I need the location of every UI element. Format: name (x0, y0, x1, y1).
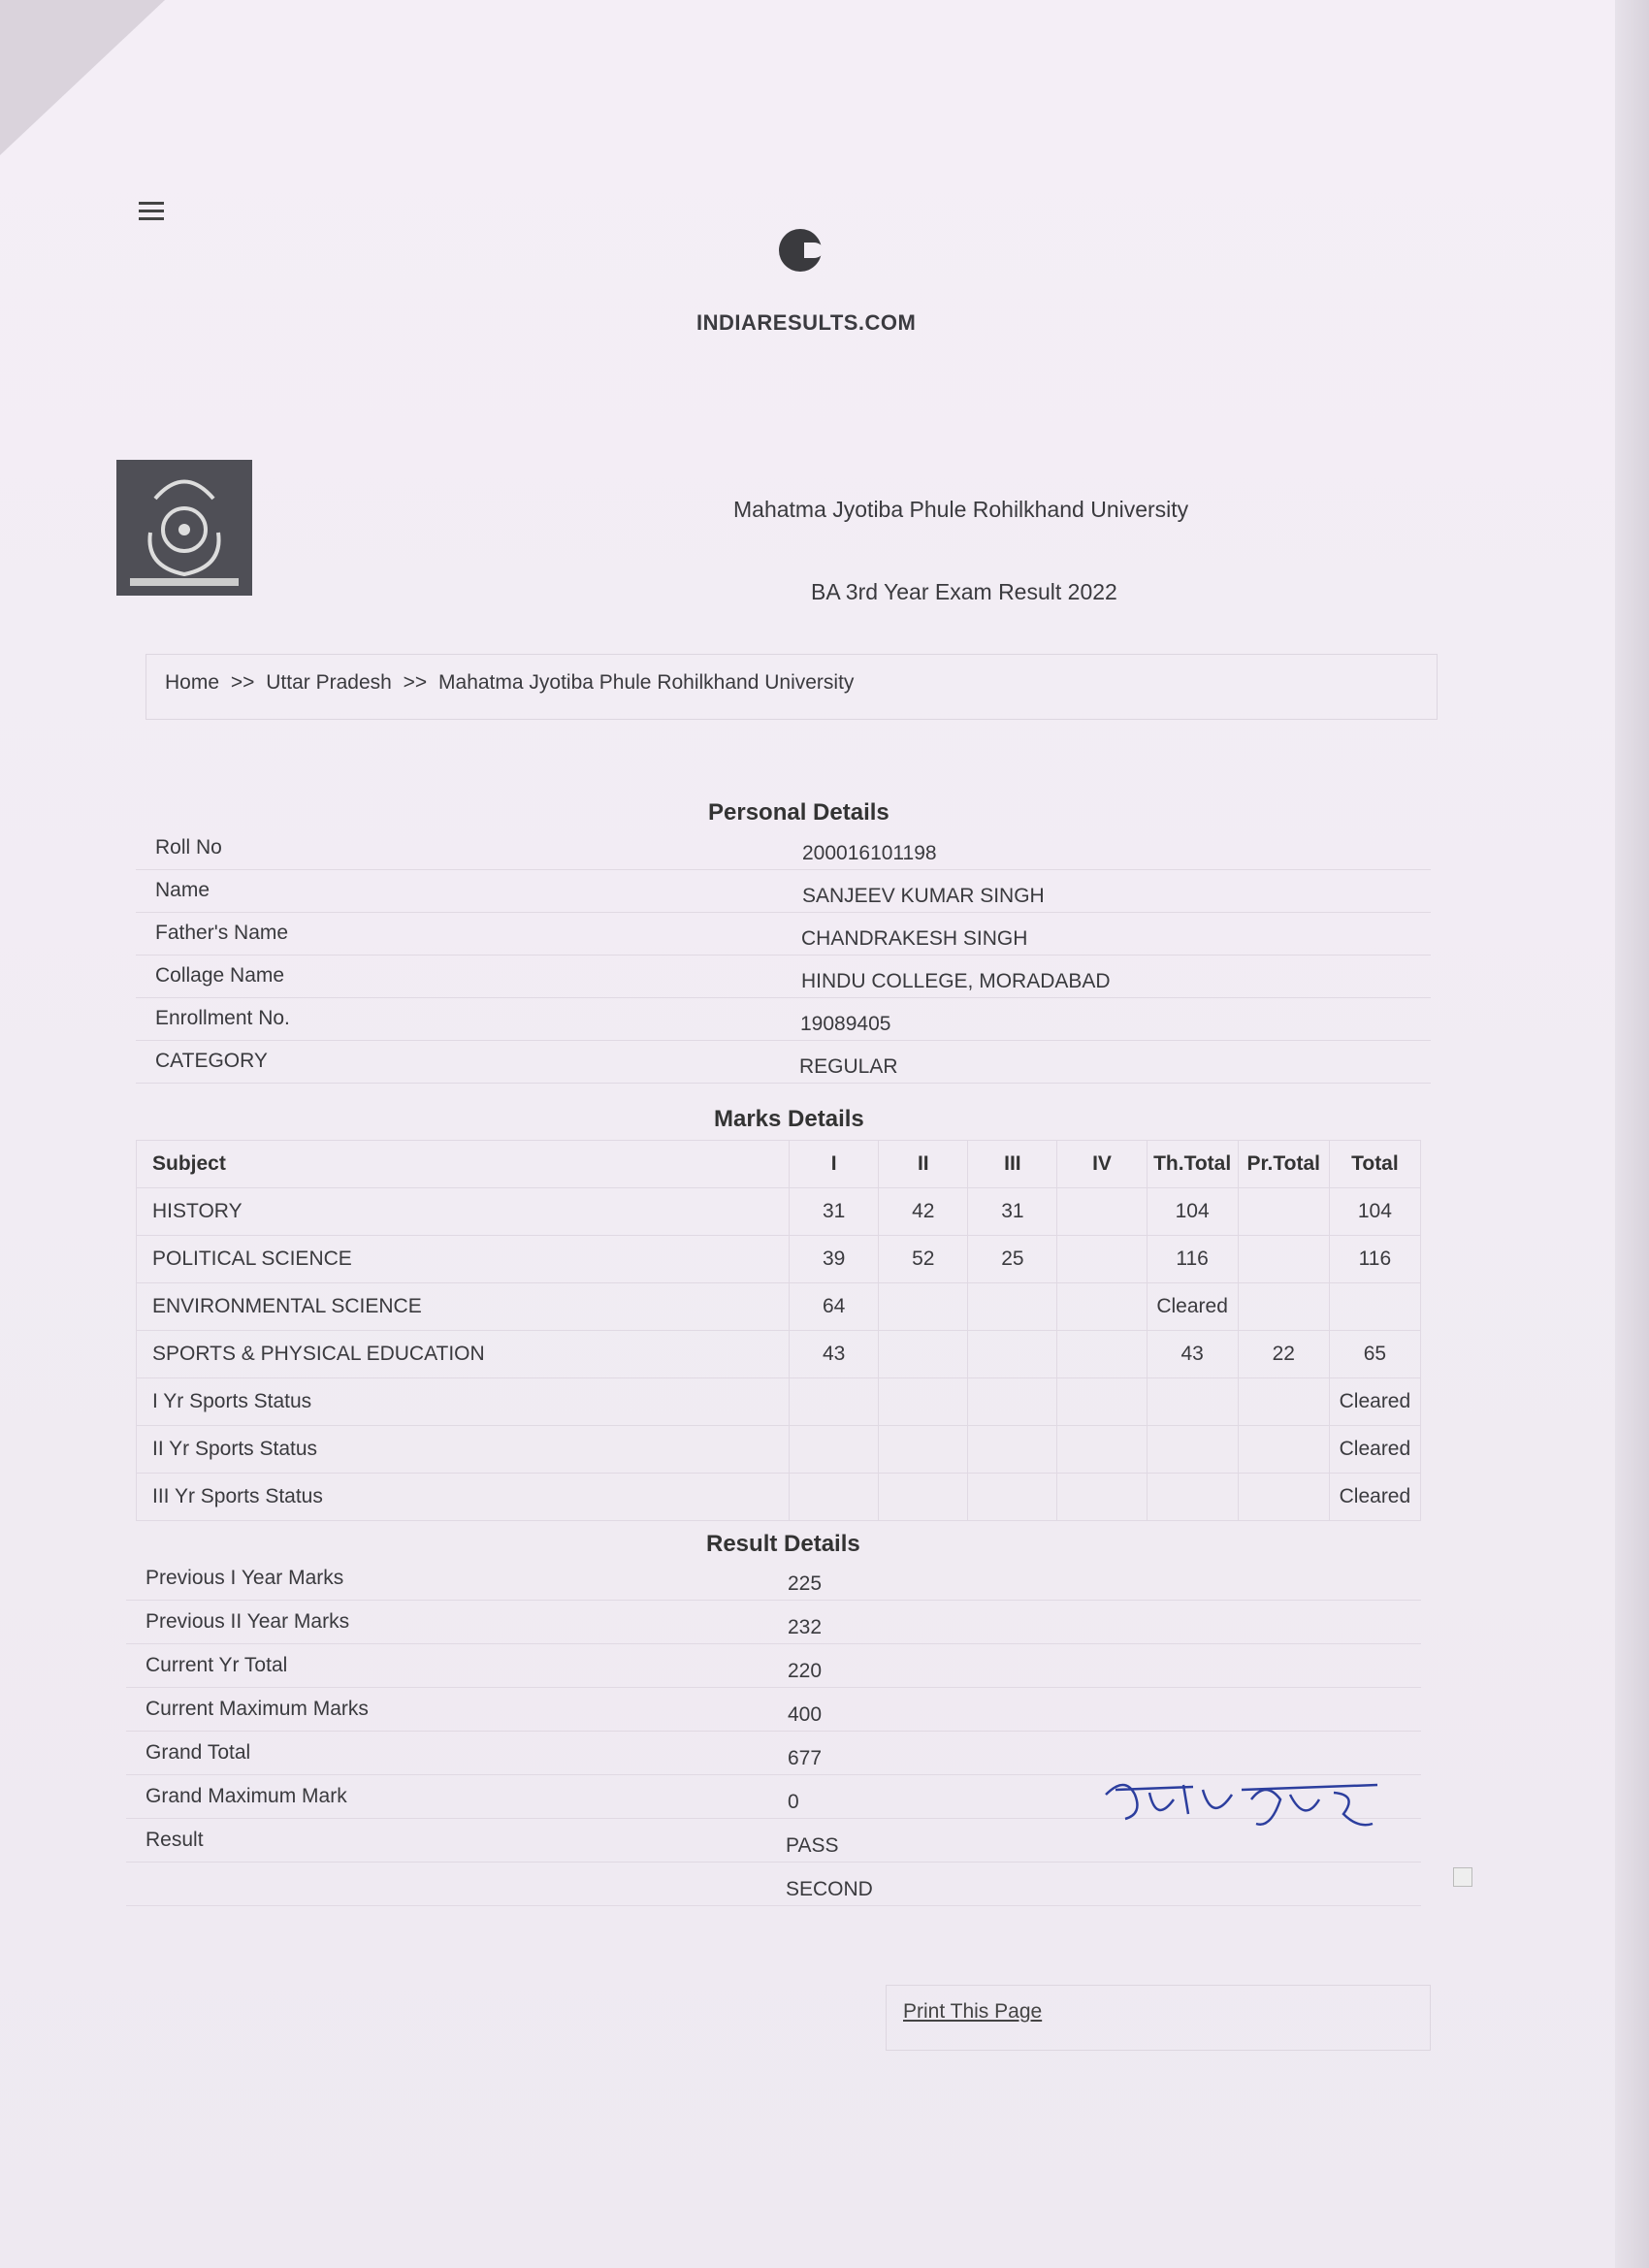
result-value: 220 (788, 1660, 823, 1682)
personal-label: Enrollment No. (155, 1007, 290, 1029)
marks-cell (968, 1331, 1057, 1378)
marks-cell: Cleared (1147, 1283, 1238, 1331)
personal-value: SANJEEV KUMAR SINGH (802, 885, 1045, 907)
result-row (126, 1863, 1421, 1906)
handwritten-signature (1096, 1756, 1387, 1848)
subject-cell: HISTORY (137, 1188, 790, 1236)
personal-value: 200016101198 (802, 842, 937, 864)
subject-cell: SPORTS & PHYSICAL EDUCATION (137, 1331, 790, 1378)
marks-cell (1238, 1283, 1329, 1331)
marks-cell (1057, 1236, 1147, 1283)
table-row (137, 1474, 1421, 1521)
table-row (137, 1378, 1421, 1426)
marks-cell: 25 (968, 1236, 1057, 1283)
marks-cell (790, 1426, 879, 1474)
university-emblem-icon (116, 460, 252, 596)
marks-cell (968, 1474, 1057, 1521)
result-value: 225 (788, 1572, 823, 1595)
marks-cell: 104 (1147, 1188, 1238, 1236)
marks-cell (1238, 1236, 1329, 1283)
marks-cell: 104 (1329, 1188, 1420, 1236)
marks-header-cell: Pr.Total (1238, 1141, 1329, 1188)
marks-header-cell: Subject (137, 1141, 790, 1188)
marks-cell: Cleared (1329, 1426, 1420, 1474)
personal-details-title: Personal Details (708, 799, 889, 826)
marks-cell (1057, 1378, 1147, 1426)
marks-cell: 22 (1238, 1331, 1329, 1378)
print-page-link[interactable]: Print This Page (903, 2000, 1043, 2023)
result-row (126, 1601, 1421, 1644)
subject-cell: I Yr Sports Status (137, 1378, 790, 1426)
hamburger-menu-icon[interactable] (139, 202, 164, 225)
result-value: 0 (788, 1791, 799, 1813)
marks-cell (1147, 1426, 1238, 1474)
personal-value: HINDU COLLEGE, MORADABAD (801, 970, 1111, 992)
marks-cell (879, 1331, 968, 1378)
marks-cell (1329, 1283, 1420, 1331)
marks-header-cell: Total (1329, 1141, 1420, 1188)
personal-label: Roll No (155, 836, 222, 859)
personal-label: CATEGORY (155, 1050, 268, 1072)
paper-edge (1615, 0, 1649, 2268)
marks-cell (1057, 1331, 1147, 1378)
result-label: Current Maximum Marks (146, 1698, 369, 1720)
personal-label: Name (155, 879, 210, 901)
result-row (126, 1557, 1421, 1601)
marks-cell (1057, 1188, 1147, 1236)
personal-value: CHANDRAKESH SINGH (801, 927, 1028, 950)
marks-header-cell: III (968, 1141, 1057, 1188)
breadcrumb-separator: >> (403, 671, 428, 694)
marks-cell: 116 (1329, 1236, 1420, 1283)
subject-cell: II Yr Sports Status (137, 1426, 790, 1474)
personal-row (136, 997, 1431, 1041)
result-value: 400 (788, 1703, 823, 1726)
marks-table (136, 1140, 1421, 1521)
result-details-title: Result Details (706, 1531, 860, 1557)
personal-label: Father's Name (155, 922, 289, 944)
breadcrumb-university: Mahatma Jyotiba Phule Rohilkhand University (438, 671, 855, 694)
result-label: Current Yr Total (146, 1654, 288, 1676)
result-label: Previous II Year Marks (146, 1610, 350, 1633)
subject-cell: POLITICAL SCIENCE (137, 1236, 790, 1283)
marks-cell (1238, 1426, 1329, 1474)
table-row (137, 1331, 1421, 1378)
result-label: Grand Total (146, 1741, 251, 1764)
marks-cell: 64 (790, 1283, 879, 1331)
marks-cell (879, 1474, 968, 1521)
result-value: 677 (788, 1747, 823, 1769)
marks-cell (968, 1426, 1057, 1474)
table-row (137, 1188, 1421, 1236)
personal-row (136, 955, 1431, 998)
marks-cell: 31 (790, 1188, 879, 1236)
marks-cell (1147, 1474, 1238, 1521)
marks-header-cell: I (790, 1141, 879, 1188)
result-label: Previous I Year Marks (146, 1567, 344, 1589)
result-value: 232 (788, 1616, 823, 1638)
marks-cell (1238, 1188, 1329, 1236)
table-row (137, 1236, 1421, 1283)
personal-row (136, 826, 1431, 870)
marks-cell: 39 (790, 1236, 879, 1283)
indiaresults-logo-icon[interactable] (779, 229, 822, 272)
marks-header-cell: II (879, 1141, 968, 1188)
subject-cell: ENVIRONMENTAL SCIENCE (137, 1283, 790, 1331)
marks-cell (968, 1283, 1057, 1331)
personal-value: 19089405 (800, 1013, 891, 1035)
marks-details-title: Marks Details (714, 1106, 864, 1132)
marks-cell (1057, 1283, 1147, 1331)
marks-cell: 31 (968, 1188, 1057, 1236)
brand-name[interactable]: INDIARESULTS.COM (696, 310, 917, 335)
signature-drawing (1096, 1756, 1387, 1843)
marks-cell (879, 1283, 968, 1331)
result-row (126, 1688, 1421, 1732)
marks-cell (1147, 1378, 1238, 1426)
marks-header-row (137, 1141, 1421, 1188)
marks-cell: 52 (879, 1236, 968, 1283)
marks-header-cell: IV (1057, 1141, 1147, 1188)
marks-cell (790, 1378, 879, 1426)
result-value: SECOND (786, 1878, 873, 1900)
marks-cell: Cleared (1329, 1378, 1420, 1426)
marks-cell (1057, 1474, 1147, 1521)
table-row (137, 1283, 1421, 1331)
broken-image-icon (1453, 1867, 1472, 1887)
marks-cell: 43 (790, 1331, 879, 1378)
result-label: Result (146, 1829, 204, 1851)
marks-cell (1238, 1378, 1329, 1426)
marks-cell (1057, 1426, 1147, 1474)
marks-cell (879, 1426, 968, 1474)
folded-corner (0, 0, 165, 155)
breadcrumb-home-link[interactable]: Home (165, 671, 220, 694)
marks-cell: 65 (1329, 1331, 1420, 1378)
marks-cell: 116 (1147, 1236, 1238, 1283)
personal-value: REGULAR (799, 1055, 898, 1078)
result-label: Grand Maximum Mark (146, 1785, 347, 1807)
university-name: Mahatma Jyotiba Phule Rohilkhand University (733, 497, 1189, 522)
marks-cell: 43 (1147, 1331, 1238, 1378)
personal-label: Collage Name (155, 964, 285, 987)
marks-cell (968, 1378, 1057, 1426)
subject-cell: III Yr Sports Status (137, 1474, 790, 1521)
marks-cell: 42 (879, 1188, 968, 1236)
breadcrumb (165, 671, 854, 695)
result-value: PASS (786, 1834, 839, 1857)
exam-title: BA 3rd Year Exam Result 2022 (811, 579, 1117, 604)
breadcrumb-separator: >> (230, 671, 255, 694)
personal-row (136, 1040, 1431, 1084)
marks-cell (879, 1378, 968, 1426)
breadcrumb-state-link[interactable]: Uttar Pradesh (266, 671, 392, 694)
result-row (126, 1644, 1421, 1688)
marks-cell: Cleared (1329, 1474, 1420, 1521)
marks-cell (790, 1474, 879, 1521)
marks-header-cell: Th.Total (1147, 1141, 1238, 1188)
marks-cell (1238, 1474, 1329, 1521)
table-row (137, 1426, 1421, 1474)
personal-row (136, 912, 1431, 956)
personal-row (136, 869, 1431, 913)
